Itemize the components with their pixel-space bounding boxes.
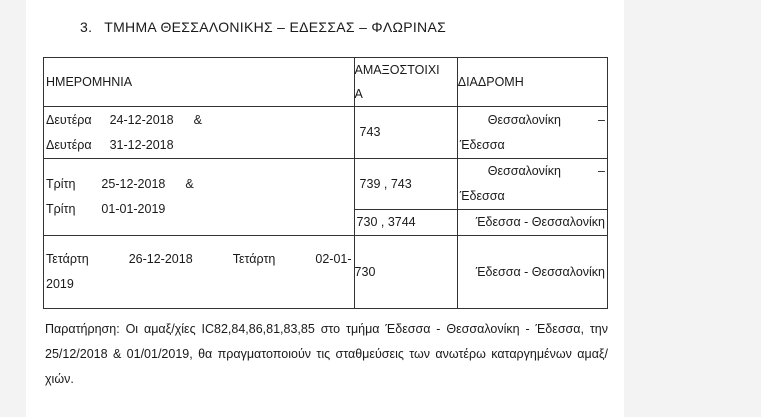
row1-date-cell — [44, 107, 355, 159]
row3-date2-part2: 2019 — [46, 277, 74, 291]
row2-day2: Τρίτη — [46, 202, 76, 216]
section-number: 3. — [80, 19, 93, 35]
header-train-line2: Α — [354, 87, 363, 101]
remark-note: Παρατήρηση: Οι αμαξ/χίες IC82,84,86,81,83,85 στο τμήμα Έδεσσα - Θεσσαλονίκη - Έδεσσα, την 25/12/2018 & 01/01/2019, θα πραγματοποιούν τις σταθμεύσεις των ανωτέρω καταργημένων αμαξ/χιών. — [45, 322, 608, 386]
row2-route-from: Θεσσαλονίκη — [487, 164, 561, 178]
header-route: ΔΙΑΔΡΟΜΗ — [457, 58, 607, 107]
row3-day2: Τετάρτη — [232, 252, 276, 266]
row3-date2-part1: 02-01- — [315, 252, 352, 266]
header-train-line1: ΑΜΑΞΟΣΤΟΙΧΙ — [354, 63, 440, 77]
row3-route: Έδεσσα - Θεσσαλονίκη — [457, 236, 607, 309]
row2-route-to: Έδεσσα — [459, 189, 505, 203]
row2-train-b: 730 , 3744 — [354, 210, 457, 236]
row2-date2: 01-01-2019 — [101, 202, 166, 216]
header-train — [354, 58, 457, 107]
table-header-row — [44, 58, 608, 107]
row2-day1: Τρίτη — [46, 177, 76, 191]
row2-train-a: 739 , 743 — [354, 159, 457, 210]
row3-date1: 26-12-2018 — [128, 252, 193, 266]
header-date: ΗΜΕΡΟΜΗΝΙΑ — [44, 58, 355, 107]
section-heading — [80, 19, 446, 35]
section-title: ΤΜΗΜΑ ΘΕΣΣΑΛΟΝΙΚΗΣ – ΕΔΕΣΣΑΣ – ΦΛΩΡΙΝΑΣ — [104, 19, 447, 35]
row2-route-dash: – — [598, 164, 605, 178]
row1-route-from: Θεσσαλονίκη — [487, 112, 561, 127]
row2-route-a — [457, 159, 607, 210]
row3-date-cell — [44, 236, 355, 309]
row1-date2: 31-12-2018 — [109, 137, 174, 152]
row2-amp: & — [185, 177, 194, 191]
row1-route-dash: – — [598, 112, 605, 127]
row3-day1: Τετάρτη — [46, 252, 89, 266]
row2-date-cell — [44, 159, 355, 236]
row1-date1: 24-12-2018 — [109, 112, 174, 127]
row1-amp: & — [193, 112, 202, 127]
table-row — [44, 236, 608, 309]
row1-route — [457, 107, 607, 159]
row1-route-to: Έδεσσα — [459, 137, 505, 152]
row1-day2: Δευτέρα — [46, 137, 92, 152]
row3-train: 730 — [354, 236, 457, 309]
row1-train: 743 — [354, 107, 457, 159]
row1-day1: Δευτέρα — [46, 112, 92, 127]
schedule-table — [43, 57, 608, 309]
table-row — [44, 107, 608, 159]
table-row — [44, 159, 608, 210]
row2-route-b: Έδεσσα - Θεσσαλονίκη — [457, 210, 607, 236]
row2-date1: 25-12-2018 — [101, 177, 166, 191]
